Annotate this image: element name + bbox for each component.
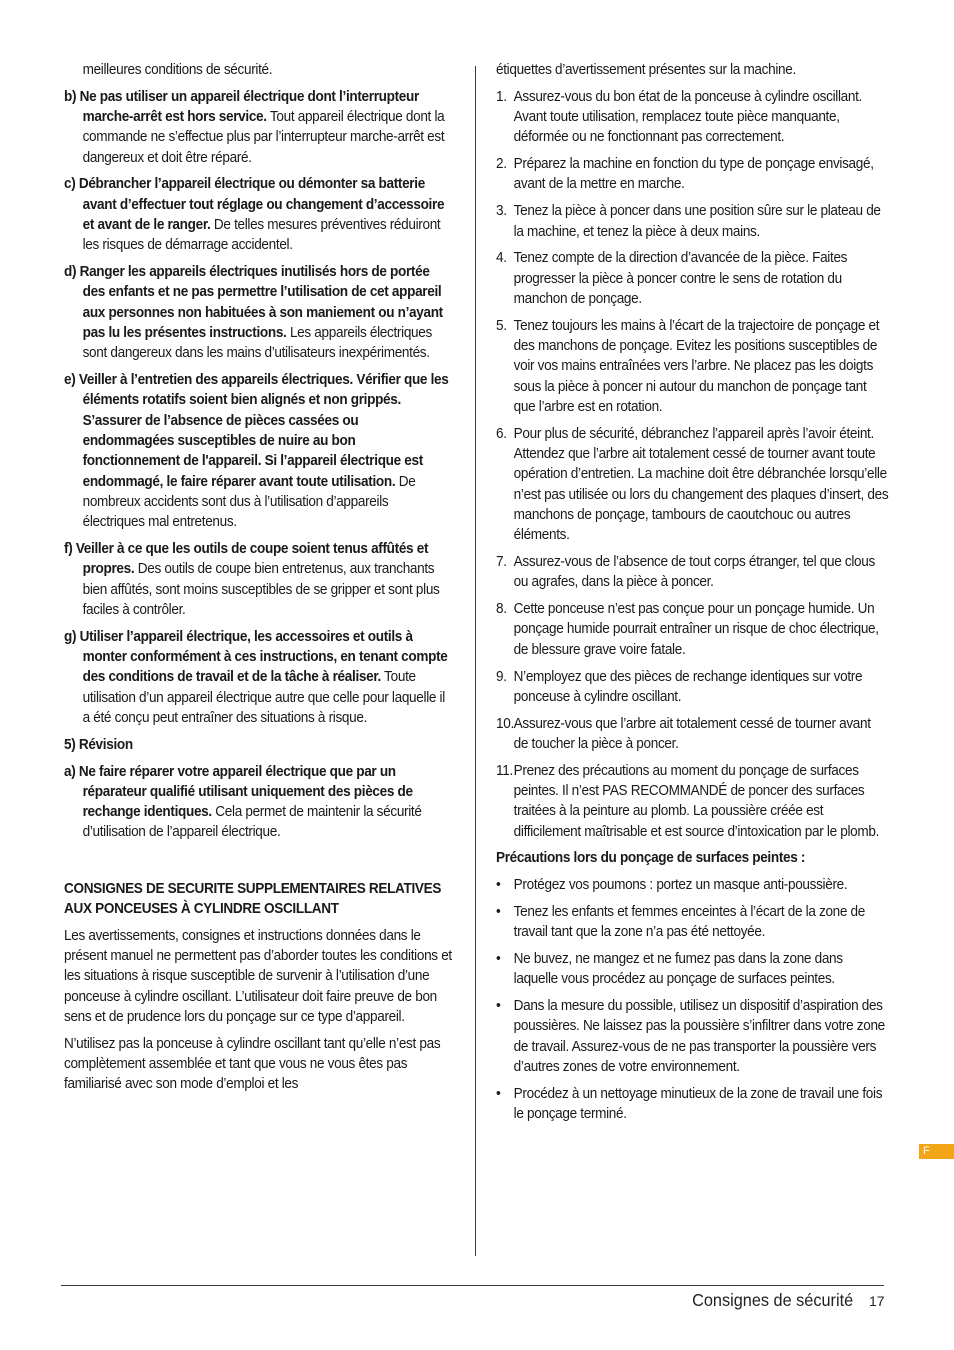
list-item-text: Tenez toujours les mains à l’écart de la trajectoire de ponçage et des manchons de ponçage. Evitez les positions susceptibles de voir vos mains entraînées vers l’arbre. Ne placez pas les doigts sous la pièce à poncer ni autour du manchon de ponçage tant que l’arbre est en rotation.: [513, 317, 880, 415]
bullet-item: [496, 1084, 888, 1125]
bullet-icon: •: [496, 903, 501, 920]
language-tab: F: [919, 1144, 954, 1159]
rule-a-text: Cela permet de maintenir la sécurité d’utilisation de l’appareil électrique.: [82, 804, 422, 841]
bullet-text: Dans la mesure du possible, utilisez un dispositif d’aspiration des poussières. Ne laissez pas la poussière s’infiltrer dans votre zone de travail. Assurez-vous de ne pas transporter la poussière vers d’autres zones de votre environnement.: [513, 998, 885, 1076]
rule-d: [64, 262, 453, 363]
list-item-text: Tenez la pièce à poncer dans une position sûre sur le plateau de la machine, et tenez la pièce à deux mains.: [513, 203, 881, 240]
section-revision-label: 5) Révision: [64, 736, 133, 753]
list-item-text: Cette ponceuse n’est pas conçue pour un ponçage humide. Un ponçage humide pourrait entraîner un risque de choc électrique, de blessure grave voire fatale.: [513, 601, 879, 658]
list-item-number: 1.: [496, 88, 507, 105]
bullet-item: [496, 949, 888, 990]
rule-g: [64, 627, 453, 728]
bullet-icon: •: [496, 951, 501, 968]
list-item-text: N’employez que des pièces de rechange identiques sur votre ponceuse à cylindre oscillant.: [513, 668, 863, 705]
section-revision-heading: [64, 735, 453, 755]
bullet-item: [496, 902, 888, 943]
list-item-number: 10.: [496, 715, 514, 732]
rule-b: [64, 87, 453, 168]
list-item: [496, 599, 888, 660]
rule-f-bold: f) Veiller à ce que les outils de coupe soient tenus affûtés et propres.: [64, 541, 429, 578]
list-item-text: Tenez compte de la direction d’avancée de la pièce. Faites progresser la pièce à poncer contre le sens de rotation du manchon de ponçage.: [513, 250, 848, 307]
rule-b-text: Tout appareil électrique dont la commande ne s’effectue plus par l’interrupteur marche-arrêt est dangereux et doit être réparé.: [82, 109, 445, 166]
bullet-icon: •: [496, 1085, 501, 1102]
rule-d-text: Les appareils électriques sont dangereux dans les mains d’utilisateurs inexpérimentés.: [82, 325, 432, 362]
rule-g-bold: g) Utiliser l’appareil électrique, les accessoires et outils à monter conformément à ces instructions, en tenant compte des conditions de travail et de la tâche à réaliser.: [64, 628, 448, 686]
list-item-number: 3.: [496, 203, 507, 220]
painted-surfaces-heading: [496, 848, 888, 868]
right-column: [496, 60, 888, 1131]
footer-rule: [61, 1285, 884, 1286]
list-item-text: Pour plus de sécurité, débranchez l’appareil après l’avoir éteint. Attendez que l’arbre ait totalement cessé de tourner avant toute opération d’entretien. La machine doit être débranchée lorsqu’elle n’est pas utilisée ou lors du changement des plaques d’insert, des manchons de ponçage, tambours de caoutchouc ou autres éléments.: [513, 425, 889, 544]
rule-f-text: Des outils de coupe bien entretenus, aux tranchants bien affûtés, sont moins susceptibles de se gripper et sont plus faciles à contrôler.: [82, 561, 440, 618]
rule-d-bold: d) Ranger les appareils électriques inutilisés hors de portée des enfants et ne pas permettre l’utilisation de cet appareil aux personnes non habituées à son maniement ou n’ayant pas lu les présentes instructions.: [64, 264, 443, 342]
bullet-item: [496, 875, 888, 895]
list-item-number: 5.: [496, 317, 507, 334]
list-item-text: Assurez-vous de l’absence de tout corps étranger, tel que clous ou agrafes, dans la pièce à poncer.: [513, 554, 875, 591]
list-item-number: 11.: [496, 762, 513, 779]
column-divider: [475, 66, 476, 1256]
rule-c: [64, 174, 453, 255]
painted-surfaces-heading-text: Précautions lors du ponçage de surfaces peintes :: [496, 850, 806, 867]
rule-a: [64, 762, 453, 843]
list-item: [496, 201, 888, 242]
bullet-text: Tenez les enfants et femmes enceintes à l’écart de la zone de travail tant que la zone n’a pas été nettoyée.: [513, 903, 866, 941]
rule-c-text: De telles mesures préventives réduiront les risques de démarrage accidentel.: [82, 217, 441, 254]
list-item-number: 2.: [496, 156, 507, 173]
rule-e: [64, 370, 453, 532]
rule-g-text: Toute utilisation d’un appareil électrique autre que celle pour laquelle il a été conçu peut entraîner des situations à risque.: [82, 669, 445, 726]
rule-f: [64, 539, 453, 620]
list-item-number: 8.: [496, 601, 507, 618]
list-item-number: 9.: [496, 668, 507, 685]
list-item-text: Préparez la machine en fonction du type de ponçage envisagé, avant de la mettre en marche.: [513, 156, 874, 193]
supplementary-heading: CONSIGNES DE SECURITE SUPPLEMENTAIRES RELATIVES AUX PONCEUSES À CYLINDRE OSCILLANT: [64, 880, 442, 917]
footer-title: Consignes de sécurité: [691, 1290, 853, 1310]
list-item-number: 6.: [496, 425, 507, 442]
bullet-list: [496, 875, 888, 1124]
list-item: [496, 316, 888, 417]
list-item: [496, 154, 888, 195]
list-item: [496, 761, 888, 842]
list-item: [496, 667, 888, 708]
paragraph-assembly: N’utilisez pas la ponceuse à cylindre oscillant tant qu’elle n’est pas complètement assemblée et tant que vous ne vous êtes pas familiarisé avec son mode d’emploi et les: [64, 1035, 441, 1093]
bullet-item: [496, 996, 888, 1077]
right-intro: étiquettes d’avertissement présentes sur la machine.: [496, 62, 796, 78]
list-item-text: Assurez-vous que l’arbre ait totalement cessé de tourner avant de toucher la pièce à poncer.: [513, 715, 871, 752]
numbered-list: [496, 87, 888, 842]
list-item: [496, 424, 888, 546]
intro-continuation: meilleures conditions de sécurité.: [82, 62, 273, 78]
bullet-text: Protégez vos poumons : portez un masque anti-poussière.: [513, 877, 848, 894]
rule-e-bold: e) Veiller à l’entretien des appareils électriques. Vérifier que les éléments rotatifs soient bien alignés et non grippés. S’assurer de l’absence de pièces cassées ou endommagées susceptibles de nuire au bon fonctionnement de l'appareil. Si l’appareil électrique est endommagé, le faire réparer avant toute utilisation.: [64, 372, 449, 490]
list-item: [496, 552, 888, 593]
rule-e-text: De nombreux accidents sont dus à l’utilisation d’appareils électriques mal entretenus.: [82, 473, 416, 531]
list-item-text: Prenez des précautions au moment du ponçage de surfaces peintes. Il n’est PAS RECOMMANDÉ de poncer des surfaces traitées à la peinture au plomb. La poussière créée est difficilement maîtrisable et est source d’intoxication par le plomb.: [513, 762, 880, 840]
list-item-number: 4.: [496, 250, 507, 267]
bullet-icon: •: [496, 998, 501, 1015]
paragraph-warnings: Les avertissements, consignes et instructions données dans le présent manuel ne permettent pas d’aborder toutes les conditions et les situations à risque susceptible de survenir à l’utilisation d’une ponceuse à cylindre oscillant. L’utilisateur doit faire preuve de bon sens et de prudence lors du ponçage sur ce type d’appareil.: [64, 927, 452, 1025]
bullet-text: Procédez à un nettoyage minutieux de la zone de travail une fois le ponçage terminé.: [513, 1085, 883, 1123]
list-item-text: Assurez-vous du bon état de la ponceuse à cylindre oscillant. Avant toute utilisation, remplacez toute pièce manquante, déformée ou ne fonctionnant pas correctement.: [513, 88, 862, 146]
list-item: [496, 714, 888, 755]
rule-a-bold: a) Ne faire réparer votre appareil électrique que par un réparateur qualifié utilisant uniquement des pièces de rechange identiques.: [64, 763, 413, 821]
list-item: [496, 248, 888, 309]
rule-c-bold: c) Débrancher l’appareil électrique ou démonter sa batterie avant d’effectuer tout réglage ou changement d’accessoire et avant de le ranger.: [64, 176, 445, 234]
bullet-icon: •: [496, 877, 501, 894]
list-item: [496, 87, 888, 148]
bullet-text: Ne buvez, ne mangez et ne fumez pas dans la zone dans laquelle vous procédez au ponçage de surfaces peintes.: [513, 951, 843, 988]
page-number: 17: [869, 1293, 885, 1309]
list-item-number: 7.: [496, 554, 507, 571]
left-column: [64, 60, 453, 1101]
rule-b-bold: b) Ne pas utiliser un appareil électrique dont l’interrupteur marche-arrêt est hors service.: [64, 88, 419, 126]
